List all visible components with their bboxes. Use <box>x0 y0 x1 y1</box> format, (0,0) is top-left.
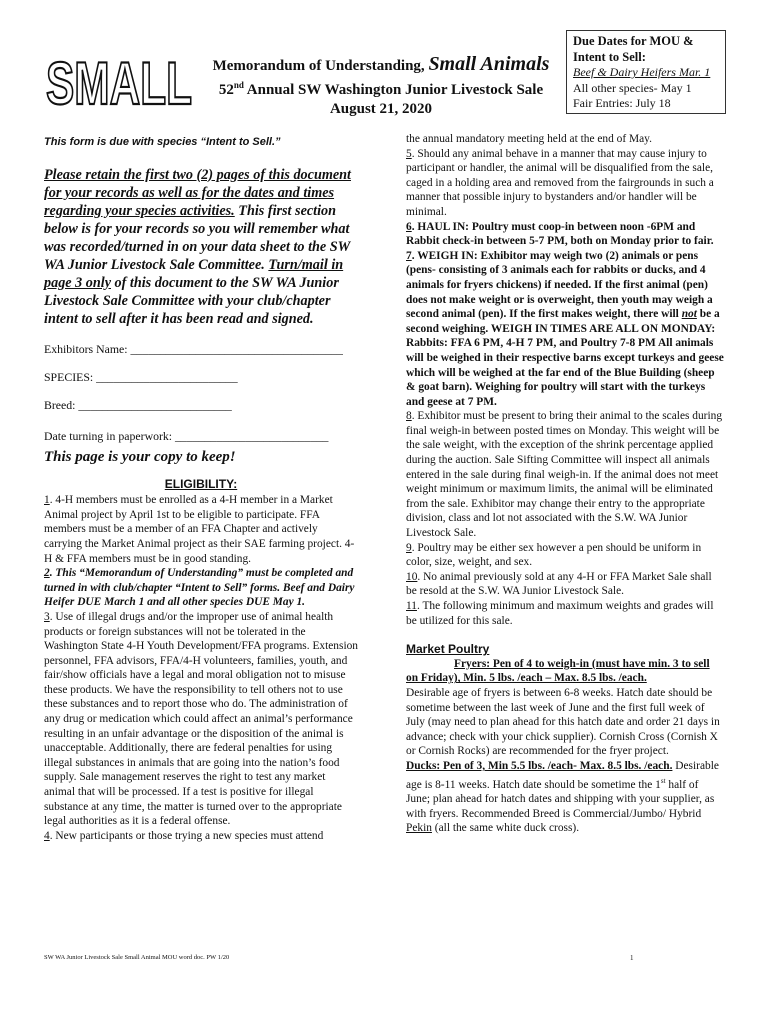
first-section-text: This first section below is for your records so you will remember what was recorded/turned in on your data sheet to the SW WA Junior Livestock Sale Committee. <box>44 202 350 273</box>
item-number: 1 <box>44 494 50 507</box>
market-poultry-heading: Market Poultry <box>406 642 490 657</box>
eligibility-item-4 <box>44 829 358 844</box>
right-column <box>406 132 724 836</box>
fryers-heading: Fryers: Pen of 4 to weigh-in (must have min. 3 to sell on Friday), Min. 5 lbs. /each – Max. 8.5 lbs. /each. <box>406 657 710 685</box>
page-number: 1 <box>630 954 634 962</box>
memo-title-prefix: Memorandum of Understanding, <box>212 58 425 74</box>
ducks-text-cont: half of June; plan ahead for hatch dates and shipping with your supplier, as with fryers. Recommended Breed is Commercial/Jumbo/ Hybrid <box>406 778 715 820</box>
item-text: . Poultry may be either sex however a pen should be uniform in color, size, weight, and sex. <box>406 541 702 569</box>
item-number: 3 <box>44 610 50 623</box>
rule-item-11 <box>406 599 724 628</box>
eligibility-heading: ELIGIBILITY: <box>164 476 238 491</box>
item-number: 5 <box>406 147 412 160</box>
item-text: . HAUL IN: Poultry must coop-in between noon -6PM and Rabbit check-in between 5-7 PM, both on Monday prior to fair. <box>406 220 714 248</box>
turn-in-page-3: Turn/mail in page 3 only <box>44 256 344 291</box>
item-number: 8 <box>406 410 412 423</box>
breed-field[interactable]: Breed: __________________________ <box>44 397 232 412</box>
rule-item-10 <box>406 570 724 599</box>
eligibility-item-3 <box>44 610 358 829</box>
footer-text: SW WA Junior Livestock Sale Small Animal MOU word doc. PW 1/20 <box>44 954 230 961</box>
item-text: . WEIGH IN: Exhibitor may weigh two (2) animals or pens (pens- consisting of 3 animals each for rabbits or ducks, and 4 animals for fryers chickens) if needed. If the first animal (pen) does not make weight or is overweight, then youth may weigh a second animal (pen). If the first makes weight, there will <box>406 249 713 321</box>
item-text: . Use of illegal drugs and/or the improper use of animal health products or foreign substances will not be tolerated in the Washington State 4-H Youth Development/FFA programs. Extension personnel, FFA advisors, FFA/4-H volunteers, families, youth, and fair/show officials have a legal and moral obligation not to misuse these products. We have the responsibility to tell others not to use these substances and to report those who do. The administration of any drug or medication which could affect an animal’s performance resulting in an unfair advantage or the disposition of the animal is unacceptable. Additionally, there are federal penalties for using illegal substances in animals that are going into the nation’s food supply. Sale management reserves the right to test any market animal that will be processed. If a test is positive for illegal substance at any time, the matter is turned over to the appropriate legal authorities as it is a federal offense. <box>44 610 358 828</box>
item-text: . No animal previously sold at any 4-H or FFA Market Sale shall be resold at the S.W. WA Junior Livestock Sale. <box>406 570 712 598</box>
copy-to-keep-note: This page is your copy to keep! <box>44 448 236 465</box>
item-text: . Should any animal behave in a manner that may cause injury to participant or handler, the animal will be disqualified from the sale, caged in a holding area and removed from the fairgrounds in such a manner that possible injury to bystanders and/or handler will be minimal. <box>406 147 714 218</box>
pekin-breed: Pekin <box>406 822 432 835</box>
annual-sale-line <box>198 76 564 100</box>
rule-item-9 <box>406 541 724 570</box>
due-other-species: All other species- May 1 <box>573 80 692 95</box>
memo-title <box>198 55 564 76</box>
item-text: . This “Memorandum of Understanding” must be completed and turned in with club/chapter “Intent to Sell” forms. Beef and Dairy Heifer DUE March 1 and all other species DUE May 1. <box>44 567 355 609</box>
annual-sale-name: Annual SW Washington Junior Livestock Sale <box>243 82 544 98</box>
ducks-text: Desirable age is 8-11 weeks. Hatch date should be sometime the 1 <box>406 759 719 791</box>
fryers-text: Desirable age of fryers is between 6-8 weeks. Hatch date should be sometime between the last week of June and the first full week of July (may need to plan ahead for this hatch date and order 21 days in advance; check with your chick supplier). Cornish Cross (Cornish X or Cornish Rocks) are recommended for the fryer project. <box>406 686 720 758</box>
turn-in-rest: of this document to the SW WA Junior Livestock Sale Committee with your club/chapter intent to sell after it has been read and signed. <box>44 274 339 327</box>
annual-suffix: nd <box>233 80 244 90</box>
form-due-note: This form is due with species “Intent to Sell.” <box>44 136 281 148</box>
item-number: 9 <box>406 541 412 554</box>
eligibility-item-2 <box>44 566 358 610</box>
item-number: 4 <box>44 829 50 842</box>
species-field[interactable]: SPECIES: ________________________ <box>44 370 238 385</box>
rule-item-7-weigh-in <box>406 249 724 410</box>
memo-title-emphasis: Small Animals <box>428 53 550 75</box>
annual-number: 52 <box>218 82 234 98</box>
left-column <box>44 135 358 843</box>
retain-instructions <box>44 166 358 328</box>
item-text-cont: be a second weighing. WEIGH IN TIMES ARE ALL ON MONDAY: Rabbits: FFA 6 PM, 4-H 7 PM, and Poultry 7-8 PM All animals will be weighed in their respective barns except turkeys and geese which will be weighed at the far end of the Blue Building (sheep & goat barn). Weighing for poultry will start with the turkeys and geese at 7 PM. <box>406 308 724 408</box>
due-beef-dairy: Beef & Dairy Heifers Mar. 1 <box>573 65 711 79</box>
due-dates-title: Due Dates for MOU & Intent to Sell: <box>573 34 694 64</box>
rule-item-6-haul-in <box>406 220 724 249</box>
item-text: . The following minimum and maximum weights and grades will be utilized for this sale. <box>406 600 714 627</box>
small-logo <box>44 46 194 117</box>
ducks-paragraph <box>406 759 724 836</box>
document-header <box>198 55 564 119</box>
retain-text: Please retain the first two (2) pages of this document for your records as well as for the dates and times regarding your species activities. <box>44 166 351 219</box>
item-number: 6 <box>406 220 412 233</box>
rule-item-8 <box>406 409 724 540</box>
exhibitor-name-field[interactable]: Exhibitors Name: ____________________________________ <box>44 341 343 356</box>
not-emphasis: not <box>681 308 697 321</box>
ducks-heading: Ducks: Pen of 3, Min 5.5 lbs. /each- Max. 8.5 lbs. /each. <box>406 759 673 772</box>
item-number: 10 <box>406 570 418 583</box>
rule-item-5 <box>406 147 724 220</box>
logo-text: SMALL <box>46 50 192 112</box>
due-dates-box <box>566 30 726 114</box>
sale-date: August 21, 2020 <box>329 101 433 117</box>
item-text: . Exhibitor must be present to bring their animal to the scales during final weigh-in between posted times on Monday. This weight will be the sale weight, with the exception of the shrink percentage applied during the auction. Sale Sifting Committee will inspect all animals entered in the sale during final weigh-in. If the animal does not meet weight minimum or maximum limits, the animal will be eliminated from the sale. Exhibitor may change their entry to the appropriate division, class and lot not associated with the S.W. WA Junior Livestock Sale. <box>406 410 723 540</box>
ducks-text-end: (all the same white duck cross). <box>431 822 580 835</box>
date-paperwork-field[interactable]: Date turning in paperwork: __________________________ <box>44 429 329 444</box>
ordinal-suffix: st <box>660 776 666 785</box>
item-4-continued: the annual mandatory meeting held at the end of May. <box>406 133 652 145</box>
item-text: . 4-H members must be enrolled as a 4-H member in a Market Animal project by April 1st to be eligible to participate. FFA members must be a member of an FFA Chapter and actively carrying the Market Animal project as their SAE farming project. 4-H & FFA members must be in good standing. <box>44 494 355 565</box>
item-text: . New participants or those trying a new species must attend <box>49 829 324 842</box>
item-number: 2 <box>44 567 50 580</box>
due-fair-entries: Fair Entries: July 18 <box>573 96 671 110</box>
eligibility-item-1 <box>44 493 358 566</box>
item-number: 7 <box>406 249 412 262</box>
item-number: 11 <box>406 600 417 612</box>
